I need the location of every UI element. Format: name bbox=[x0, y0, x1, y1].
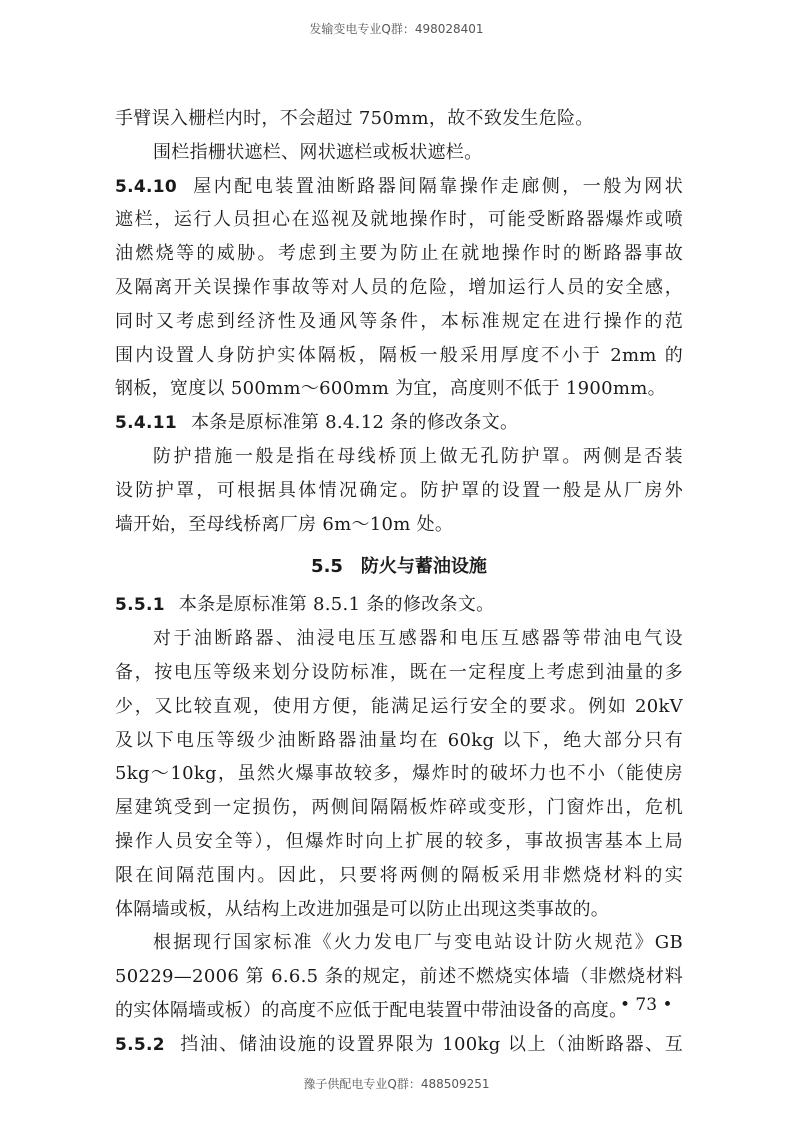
clause-5-5-2 bbox=[115, 1028, 683, 1062]
clause-5-5-1 bbox=[115, 588, 683, 622]
paragraph-line: 及隔离开关误操作事故等对人员的危险，增加运行人员的安全感， bbox=[115, 276, 683, 298]
document-body bbox=[115, 102, 683, 1062]
footer-qq-group-note: 豫子供配电专业Q群：488509251 bbox=[303, 1077, 490, 1091]
paragraph-line: 遮栏，运行人员担心在巡视及就地操作时，可能受断路器爆炸或喷 bbox=[115, 209, 683, 231]
paragraph-line: 及以下电压等级少油断路器油量均在 60kg 以下，绝大部分只有 bbox=[115, 729, 683, 751]
paragraph-line: 50229—2006 第 6.6.5 条的规定，前述不燃烧实体墙（非燃烧材料 bbox=[115, 966, 683, 988]
paragraph-line: 的实体隔墙或板）的高度不应低于配电装置中带油设备的高度。 bbox=[115, 999, 628, 1021]
clause-5-4-10 bbox=[115, 170, 683, 204]
paragraph-line: 墙开始，至母线桥离厂房 6m～10m 处。 bbox=[115, 513, 454, 535]
clause-text: 本条是原标准第 8.4.12 条的修改条文。 bbox=[191, 412, 519, 434]
clause-number: 5.5.2 bbox=[115, 1034, 165, 1055]
page-number: • 73 • bbox=[620, 995, 673, 1015]
paragraph-line: 防护措施一般是指在母线桥顶上做无孔防护罩。两侧是否装 bbox=[153, 445, 683, 467]
paragraph-line: 油燃烧等的威胁。考虑到主要为防止在就地操作时的断路器事故 bbox=[115, 243, 683, 265]
paragraph-line: 对于油断路器、油浸电压互感器和电压互感器等带油电气设 bbox=[153, 628, 683, 650]
clause-text: 本条是原标准第 8.5.1 条的修改条文。 bbox=[178, 594, 495, 616]
clause-number: 5.5.1 bbox=[115, 595, 165, 616]
paragraph-line: 限在间隔范围内。因此，只要将两侧的隔板采用非燃烧材料的实 bbox=[115, 864, 683, 886]
paragraph-line: 屋建筑受到一定损伤，两侧间隔隔板炸碎或变形，门窗炸出，危机 bbox=[115, 797, 683, 819]
clause-text: 挡油、储油设施的设置界限为 100kg 以上（油断路器、互 bbox=[178, 1033, 683, 1055]
clause-text: 屋内配电装置油断路器间隔靠操作走廊侧，一般为网状 bbox=[191, 175, 683, 197]
paragraph-line: 设防护罩，可根据具体情况确定。防护罩的设置一般是从厂房外 bbox=[115, 479, 683, 501]
paragraph-line: 围内设置人身防护实体隔板，隔板一般采用厚度不小于 2mm 的 bbox=[115, 344, 683, 366]
paragraph-line: 根据现行国家标准《火力发电厂与变电站设计防火规范》GB bbox=[153, 932, 683, 954]
clause-5-4-11 bbox=[115, 406, 683, 440]
clause-number: 5.4.10 bbox=[115, 176, 178, 197]
paragraph-line: 体隔墙或板，从结构上改进加强是可以防止出现这类事故的。 bbox=[115, 898, 610, 920]
paragraph-line: 围栏指栅状遮栏、网状遮栏或板状遮栏。 bbox=[153, 141, 483, 163]
paragraph-line: 5kg～10kg，虽然火爆事故较多，爆炸时的破坏力也不小（能使房 bbox=[115, 763, 683, 785]
paragraph-line: 备，按电压等级来划分设防标准，既在一定程度上考虑到油量的多 bbox=[115, 661, 683, 683]
clause-number: 5.4.11 bbox=[115, 413, 178, 434]
paragraph-line: 操作人员安全等），但爆炸时向上扩展的较多，事故损害基本上局 bbox=[115, 830, 683, 852]
paragraph-line: 钢板，宽度以 500mm～600mm 为宜，高度则不低于 1900mm。 bbox=[115, 378, 666, 400]
section-title: 5.5 防火与蓄油设施 bbox=[311, 556, 487, 578]
paragraph-line: 同时又考虑到经济性及通风等条件，本标准规定在进行操作的范 bbox=[115, 310, 683, 332]
paragraph-line: 手臂误入栅栏内时，不会超过 750mm，故不致发生危险。 bbox=[115, 108, 594, 129]
paragraph-line: 少，又比较直观，使用方便，能满足运行安全的要求。例如 20kV bbox=[115, 695, 683, 717]
header-qq-group-note: 发输变电专业Q群：498028401 bbox=[309, 22, 484, 36]
